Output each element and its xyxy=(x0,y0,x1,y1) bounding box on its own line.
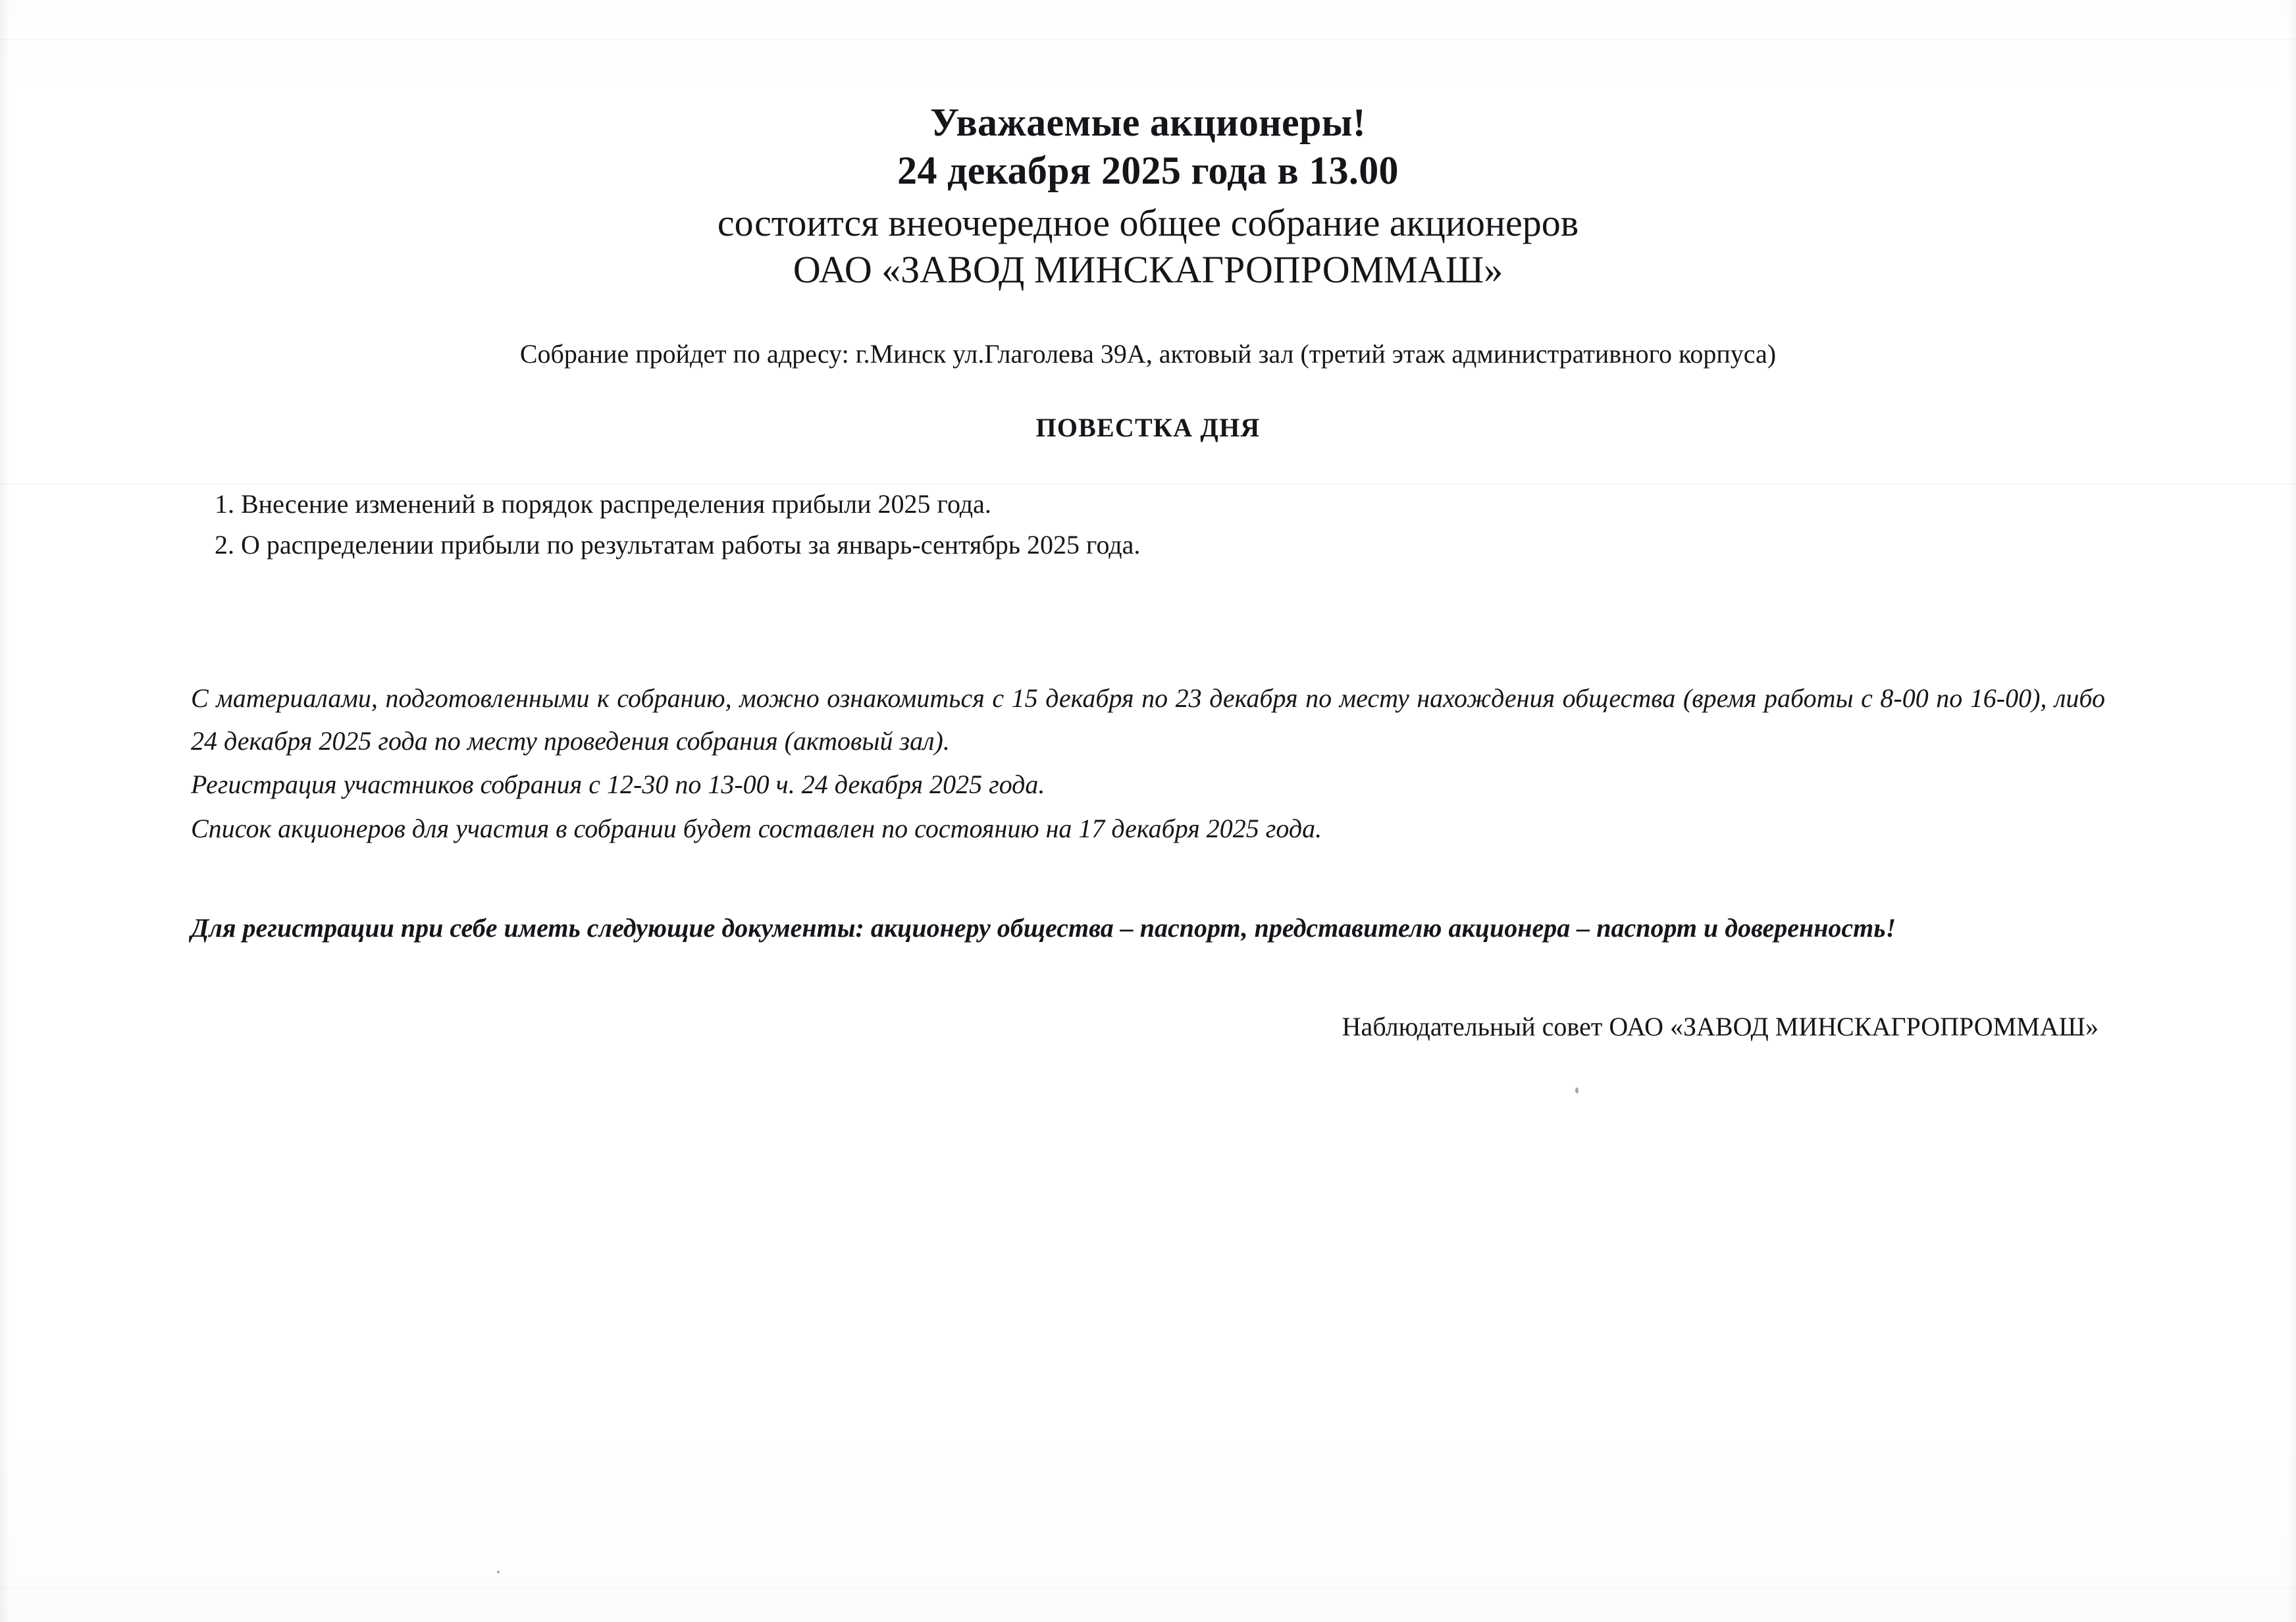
scan-speck xyxy=(497,1571,500,1573)
required-documents-note: Для регистрации при себе иметь следующие документы: акционеру общества – паспорт, представителю акционера – паспорт и доверенность! xyxy=(191,913,1896,943)
meeting-type-heading: состоится внеочередное общее собрание акционеров xyxy=(717,201,1579,245)
announcement-title-block xyxy=(191,99,2105,294)
agenda-list xyxy=(191,484,2105,565)
registration-note: Регистрация участников собрания с 12-30 по 13-00 ч. 24 декабря 2025 года. xyxy=(191,770,1045,800)
agenda-heading: ПОВЕСТКА ДНЯ xyxy=(1035,412,1261,442)
company-name-heading: ОАО «ЗАВОД МИНСКАГРОПРОММАШ» xyxy=(793,248,1503,292)
scan-artifact-line-bottom xyxy=(0,1587,2296,1588)
greeting-heading: Уважаемые акционеры! xyxy=(929,101,1367,144)
scan-speck xyxy=(1575,1087,1578,1093)
meeting-address: Собрание пройдет по адресу: г.Минск ул.Глаголева 39А, актовый зал (третий этаж административного корпуса) xyxy=(519,338,1777,369)
materials-note: С материалами, подготовленными к собранию, можно ознакомиться с 15 декабря по 23 декабря по месту нахождения общества (время работы с 8-00 по 16-00), либо 24 декабря 2025 года по месту проведения собрания (актовый зал). xyxy=(191,683,2105,756)
signature-line: Наблюдательный совет ОАО «ЗАВОД МИНСКАГРОПРОММАШ» xyxy=(1342,1012,2099,1042)
agenda-item: 1. Внесение изменений в порядок распределения прибыли 2025 года. xyxy=(215,488,991,519)
shareholder-list-note: Список акционеров для участия в собрании будет составлен по состоянию на 17 декабря 2025 года. xyxy=(191,814,1322,844)
notes-block xyxy=(191,677,2105,850)
agenda-item: 2. О распределении прибыли по результатам работы за январь-сентябрь 2025 года. xyxy=(215,529,1141,560)
meeting-datetime-heading: 24 декабря 2025 года в 13.00 xyxy=(897,149,1399,193)
